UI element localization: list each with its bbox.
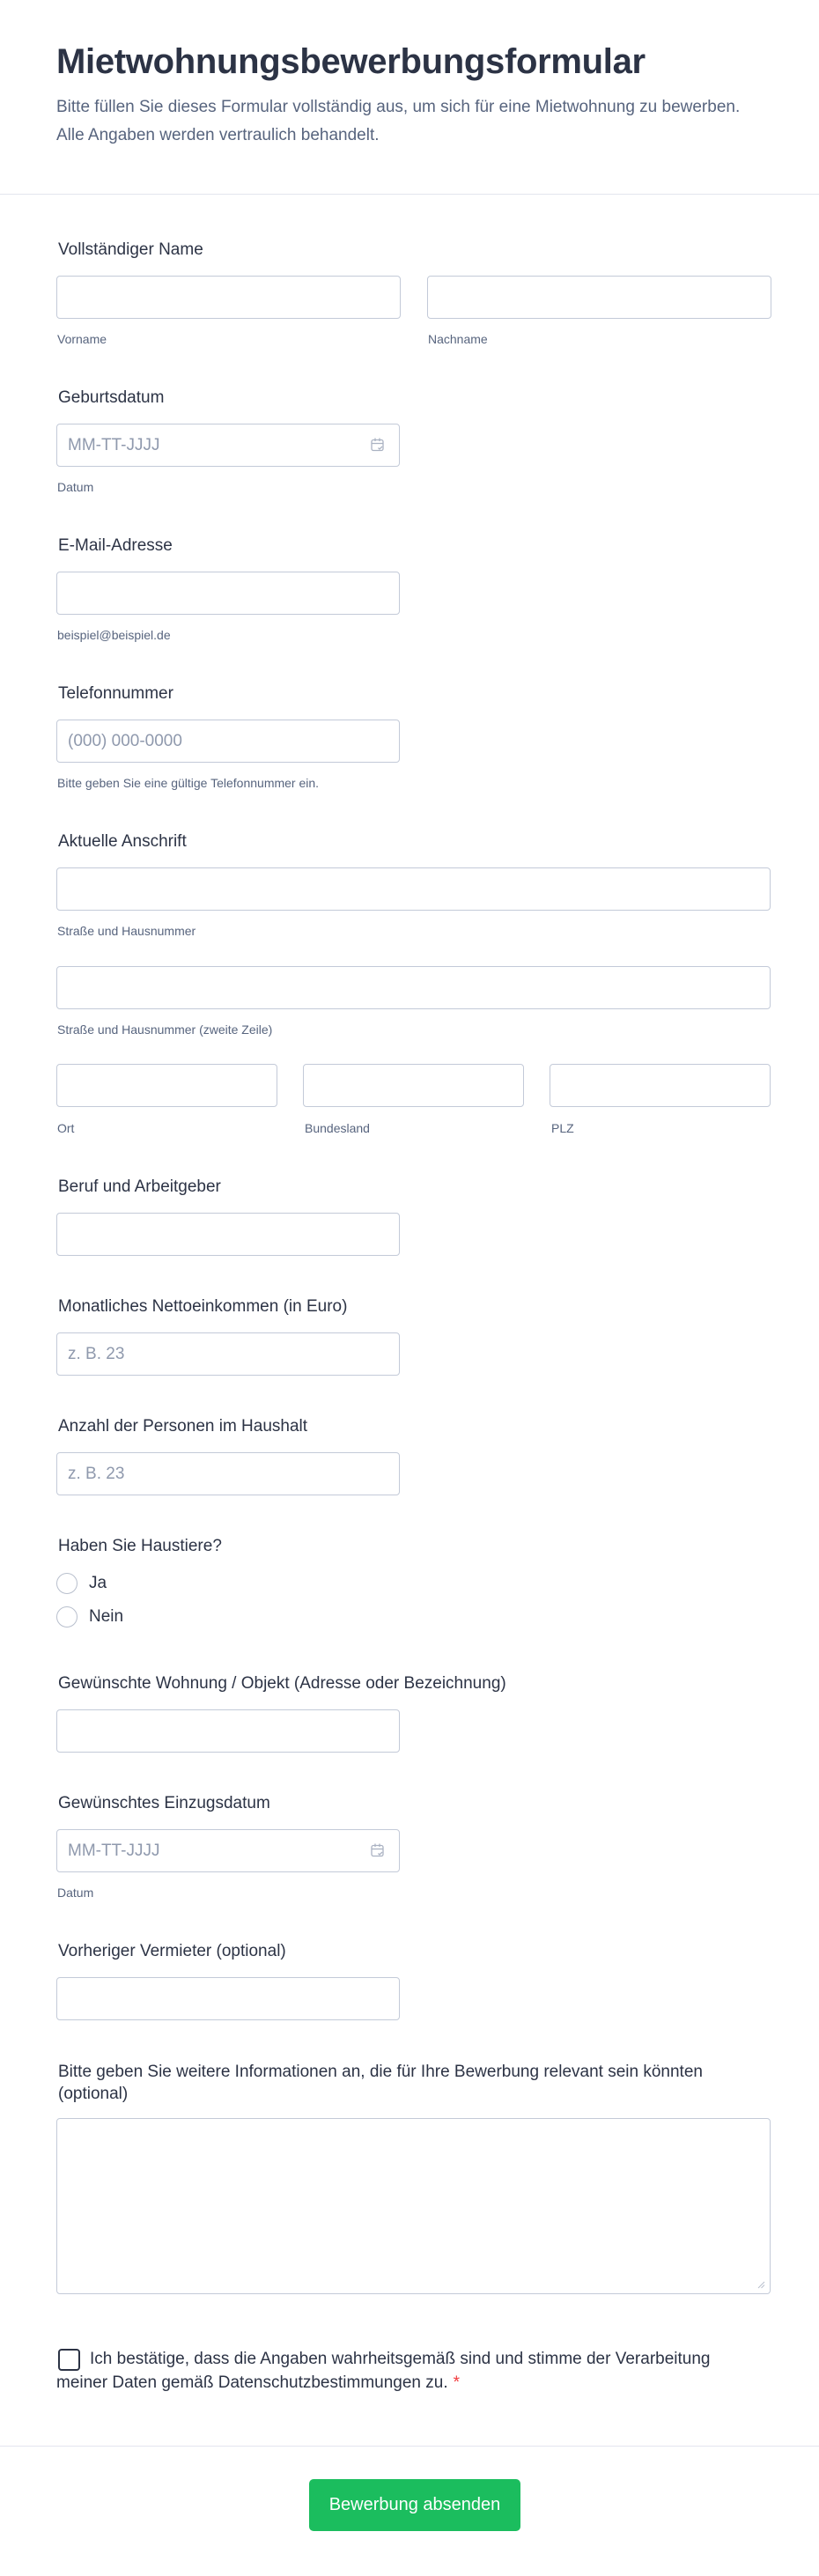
required-asterisk: * [453,2373,461,2392]
desired-property-label: Gewünschte Wohnung / Objekt (Adresse oder Bezeichnung) [58,1674,506,1693]
birth-date-sublabel: Datum [57,480,94,494]
birth-date-label: Geburtsdatum [58,388,165,407]
desired-property-input[interactable] [56,1709,400,1753]
resize-handle-icon[interactable] [756,2280,765,2289]
first-name-input[interactable] [56,276,401,319]
pets-option-ja-label[interactable]: Ja [89,1574,107,1592]
street-sublabel: Straße und Hausnummer [57,924,196,938]
phone-label: Telefonnummer [58,684,173,703]
birth-date-field [56,424,400,467]
email-sublabel: beispiel@beispiel.de [57,628,171,642]
pets-label: Haben Sie Haustiere? [58,1537,222,1555]
household-input[interactable] [56,1452,400,1495]
calendar-check-icon[interactable] [370,1842,386,1858]
submit-button[interactable]: Bewerbung absenden [309,2479,520,2531]
move-in-date-label: Gewünschtes Einzugsdatum [58,1794,270,1812]
additional-info-field [56,2118,771,2294]
state-input[interactable] [303,1064,524,1107]
move-in-date-field [56,1829,400,1872]
phone-input[interactable] [56,720,400,763]
form-description: Bitte füllen Sie dieses Formular vollständig aus, um sich für eine Mietwohnung zu bewerben. Alle Angaben werden vertraulich behandelt. [56,98,741,144]
pets-option-nein-label[interactable]: Nein [89,1607,124,1626]
move-in-date-sublabel: Datum [57,1886,94,1900]
household-label: Anzahl der Personen im Haushalt [58,1417,308,1436]
additional-info-label: Bitte geben Sie weitere Informationen an, die für Ihre Bewerbung relevant sein könnten (optional) [58,2063,703,2103]
zip-input[interactable] [550,1064,771,1107]
footer-divider [0,2446,819,2447]
street-input[interactable] [56,867,771,911]
consent-text[interactable] [56,2347,726,2395]
zip-sublabel: PLZ [551,1121,574,1135]
previous-landlord-input[interactable] [56,1977,400,2020]
calendar-check-icon[interactable] [370,437,386,453]
birth-date-input[interactable] [56,424,400,467]
email-input[interactable] [56,572,400,615]
city-sublabel: Ort [57,1121,75,1135]
first-name-sublabel: Vorname [57,332,107,346]
move-in-date-input[interactable] [56,1829,400,1872]
street-line2-sublabel: Straße und Hausnummer (zweite Zeile) [57,1022,273,1037]
phone-sublabel: Bitte geben Sie eine gültige Telefonnummer ein. [57,776,320,790]
form-title: Mietwohnungsbewerbungsformular [56,42,646,81]
email-label: E-Mail-Adresse [58,536,173,555]
street-line2-input[interactable] [56,966,771,1009]
additional-info-textarea[interactable] [56,2118,771,2294]
pets-radio-ja[interactable] [56,1573,77,1594]
city-input[interactable] [56,1064,277,1107]
income-label: Monatliches Nettoeinkommen (in Euro) [58,1297,348,1316]
full-name-label: Vollständiger Name [58,240,203,259]
consent-label: Ich bestätige, dass die Angaben wahrheitsgemäß sind und stimme der Verarbeitung meiner Daten gemäß Datenschutzbestimmungen zu. [56,2350,711,2392]
occupation-label: Beruf und Arbeitgeber [58,1177,221,1196]
occupation-input[interactable] [56,1213,400,1256]
last-name-sublabel: Nachname [428,332,488,346]
previous-landlord-label: Vorheriger Vermieter (optional) [58,1942,286,1960]
address-label: Aktuelle Anschrift [58,832,187,851]
income-input[interactable] [56,1332,400,1376]
header-divider [0,194,819,195]
pets-radio-nein[interactable] [56,1606,77,1628]
last-name-input[interactable] [427,276,771,319]
state-sublabel: Bundesland [305,1121,370,1135]
